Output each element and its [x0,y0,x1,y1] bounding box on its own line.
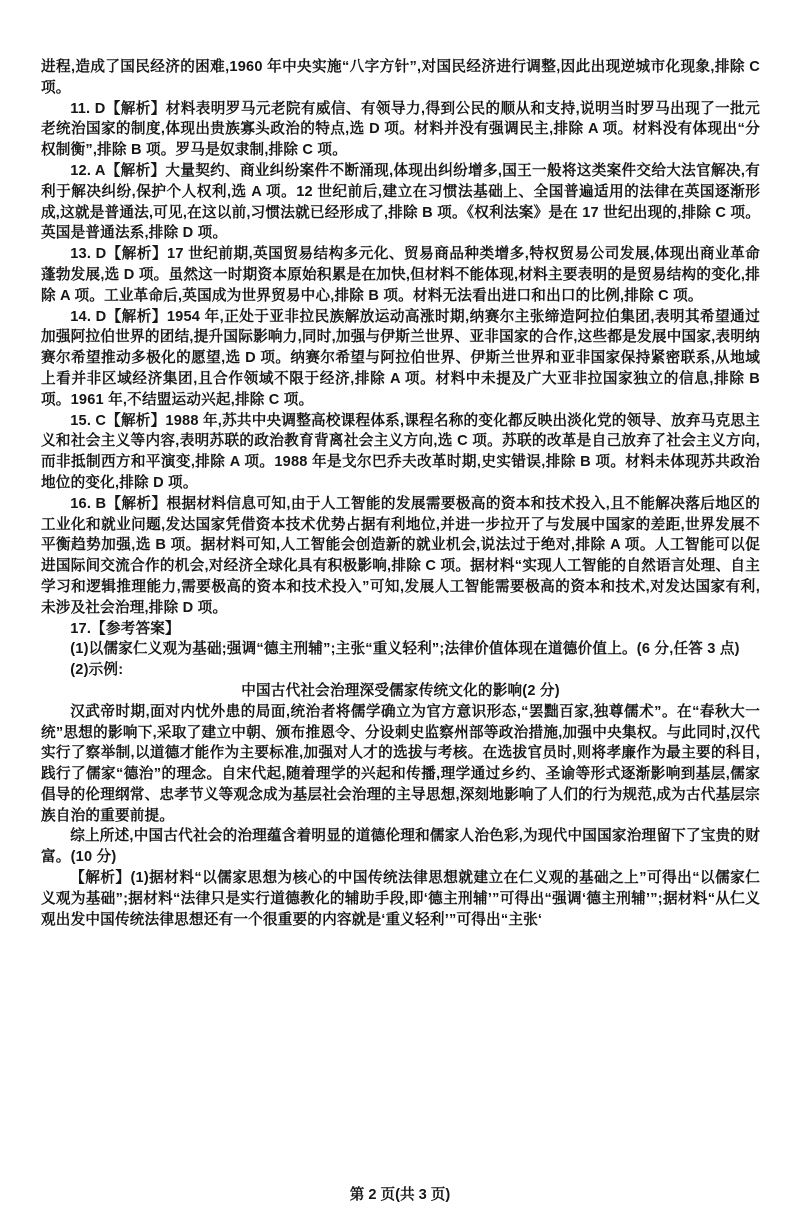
answer-paragraph: 15. C【解析】1988 年,苏共中央调整高校课程体系,课程名称的变化都反映出淡化党的领导、放弃马克思主义和社会主义等内容,表明苏联的政治教育背离社会主义方向,选 C 项。苏联的改革是自己放弃了社会主义方向,而非抵制西方和平演变,排除 A 项。1988 年是戈尔巴乔夫改革时期,史实错误,排除 B 项。材料未体现苏共政治地位的变化,排除 D 项。 [41,412,760,491]
answer-paragraph: 【解析】(1)据材料“以儒家思想为核心的中国传统法律思想就建立在仁义观的基础之上”可得出“以儒家仁义观为基础”;据材料“法律只是实行道德教化的辅助手段,即‘德主刑辅’”可得出“强调‘德主刑辅’”;据材料“从仁义观出发中国传统法律思想还有一个很重要的内容就是‘重义轻利’”可得出“主张‘ [41,870,760,928]
answer-paragraph: 11. D【解析】材料表明罗马元老院有威信、有领导力,得到公民的顺从和支持,说明当时罗马出现了一批元老统治国家的制度,体现出贵族寡头政治的特点,选 D 项。材料并没有强调民主,排除 A 项。材料没有体现出“分权制衡”,排除 B 项。罗马是奴隶制,排除 C 项。 [41,100,760,159]
answer-paragraph: (1)以儒家仁义观为基础;强调“德主刑辅”;主张“重义轻利”;法律价值体现在道德价值上。(6 分,任答 3 点) [70,641,740,658]
answer-paragraph: 汉武帝时期,面对内忧外患的局面,统治者将儒学确立为官方意识形态,“罢黜百家,独尊儒术”。在“春秋大一统”思想的影响下,采取了建立中朝、颁布推恩令、分设刺史监察州部等政治措施,加强中央集权。与此同时,汉代实行了察举制,以道德才能作为主要标准,加强对人才的选拔与考核。在选拔官员时,则将孝廉作为最主要的科目,践行了儒家“德治”的理念。自宋代起,随着理学的兴起和传播,理学通过乡约、圣谕等形式逐渐影响到基层,儒家倡导的伦理纲常、忠孝节义等观念成为基层社会治理的主导思想,深刻地影响了人们的行为规范,成为古代基层宗族自治的重要前提。 [41,703,760,824]
page-number: 第 2 页(共 3 页) [349,1187,451,1203]
answer-paragraph: 14. D【解析】1954 年,正处于亚非拉民族解放运动高涨时期,纳赛尔主张缔造阿拉伯集团,表明其希望通过加强阿拉伯世界的团结,提升国际影响力,同时,加强与伊斯兰世界、亚非国家的合作,这些都是发展中国家,表明纳赛尔希望推动多极化的愿望,选 D 项。纳赛尔希望与阿拉伯世界、伊斯兰世界和亚非国家保持紧密联系,从地域上看并非区域经济集团,且合作领域不限于经济,排除 A 项。材料中未提及广大亚非拉国家独立的信息,排除 B 项。1961 年,不结盟运动兴起,排除 C 项。 [41,308,760,408]
answer-paragraph: (2)示例: [70,662,124,679]
document-body [41,57,760,930]
answer-paragraph: 综上所述,中国古代社会的治理蕴含着明显的道德伦理和儒家人治色彩,为现代中国国家治理留下了宝贵的财富。(10 分) [41,828,760,866]
answer-paragraph: 进程,造成了国民经济的困难,1960 年中央实施“八字方针”,对国民经济进行调整,因此出现逆城市化现象,排除 C 项。 [41,59,760,96]
answer-paragraph: 12. A【解析】大量契约、商业纠纷案件不断涌现,体现出纠纷增多,国王一般将这类案件交给大法官解决,有利于解决纠纷,保护个人权利,选 A 项。12 世纪前后,建立在习惯法基础上、全国普遍适用的法律在英国逐渐形成,这就是普通法,可见,在这以前,习惯法就已经形成了,排除 B 项。《权利法案》是在 17 世纪出现的,排除 C 项。英国是普通法系,排除 D 项。 [41,162,760,242]
section-heading: 中国古代社会治理深受儒家传统文化的影响(2 分) [241,682,560,699]
answer-paragraph: 13. D【解析】17 世纪前期,英国贸易结构多元化、贸易商品种类增多,特权贸易公司发展,体现出商业革命蓬勃发展,选 D 项。虽然这一时期资本原始积累是在加快,但材料不能体现,材料主要表明的是贸易结构的变化,排除 A 项。工业革命后,英国成为世界贸易中心,排除 B 项。材料无法看出进口和出口的比例,排除 C 项。 [41,246,760,304]
answer-paragraph: 16. B【解析】根据材料信息可知,由于人工智能的发展需要极高的资本和技术投入,且不能解决落后地区的工业化和就业问题,发达国家凭借资本技术优势占据有利地位,并进一步拉开了与发展中国家的差距,世界发展不平衡趋势加强,选 B 项。据材料可知,人工智能会创造新的就业机会,说法过于绝对,排除 A 项。人工智能可以促进国际间交流合作的机会,对经济全球化具有积极影响,排除 C 项。据材料“实现人工智能的自然语言处理、自主学习和逻辑推理能力,需要极高的资本和技术投入”可知,发展人工智能需要极高的资本和技术,对发达国家有利,未涉及社会治理,排除 D 项。 [41,495,760,616]
answer-paragraph: 17.【参考答案】 [70,620,180,637]
